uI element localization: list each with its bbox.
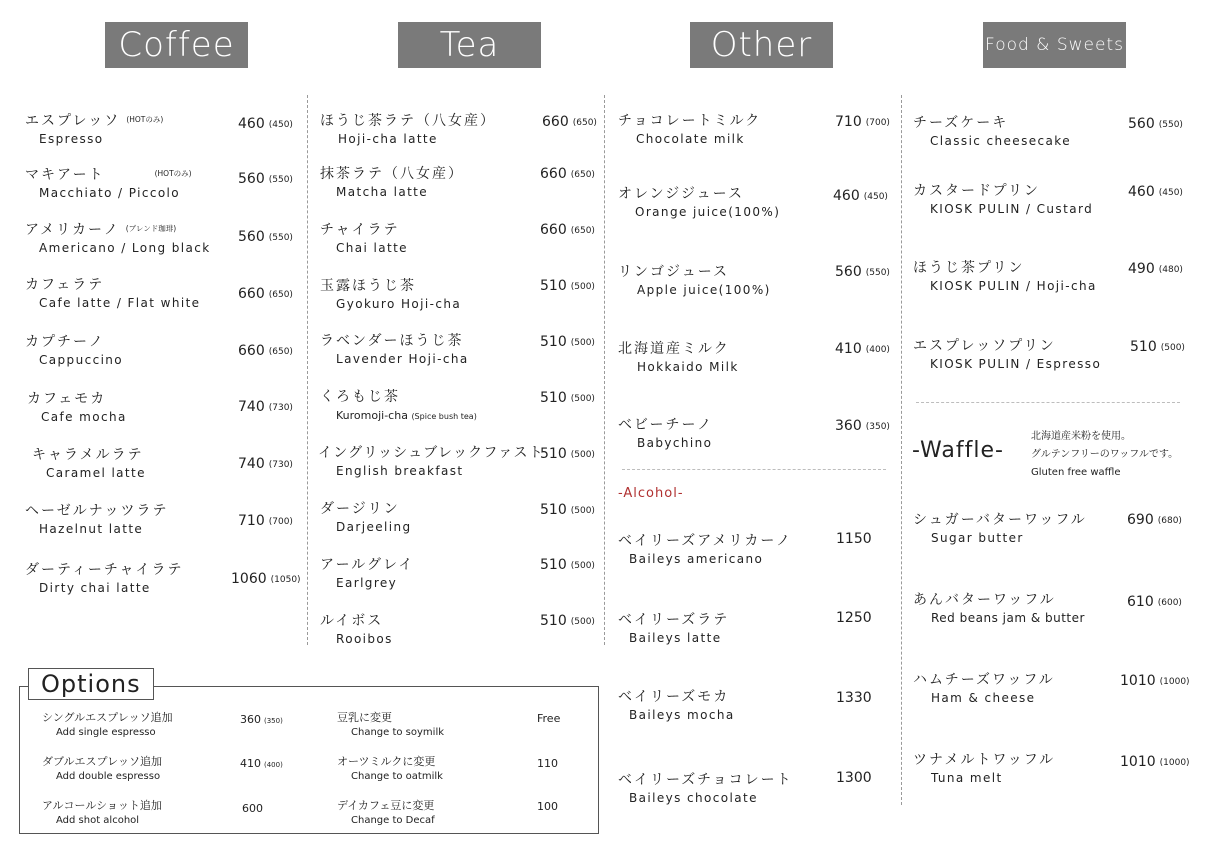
divider-waffle xyxy=(916,402,1180,403)
menu-item: ベイリーズラテ Baileys latte xyxy=(618,612,730,645)
menu-item: アメリカーノ $^{(ブレンド珈琲)}$ Americano / Long black xyxy=(25,222,211,255)
menu-item: ベビーチーノ Babychino xyxy=(618,417,714,450)
price: 510 (500) xyxy=(540,390,595,406)
price: 660 (650) xyxy=(238,286,293,302)
divider-other-food xyxy=(901,95,902,805)
price: 460 (450) xyxy=(1128,184,1183,200)
menu-item: あんバターワッフル Red beans jam & butter xyxy=(913,592,1085,625)
menu-item: ベイリーズチョコレート Baileys chocolate xyxy=(618,772,793,805)
option-item: ダブルエスプレッソ追加 Add double espresso xyxy=(42,755,163,782)
option-item: アルコールショット追加 Add shot alcohol xyxy=(42,799,162,826)
menu-item: ダージリン Darjeeling xyxy=(320,501,412,534)
menu-item: シュガーバターワッフル Sugar butter xyxy=(913,512,1087,545)
option-price: 100 xyxy=(537,800,558,813)
menu-item: 抹茶ラテ（八女産） Matcha latte xyxy=(320,166,464,199)
menu-item: ラベンダーほうじ茶 Lavender Hoji-cha xyxy=(320,333,469,366)
menu-item: カフェラテ Cafe latte / Flat white xyxy=(25,277,201,310)
price: 660 (650) xyxy=(542,114,597,130)
waffle-title: -Waffle- xyxy=(912,438,1004,463)
menu-item: アールグレイ Earlgrey xyxy=(320,557,415,590)
menu-item: ほうじ茶ラテ（八女産） Hoji-cha latte xyxy=(320,113,496,146)
header-tea: Tea xyxy=(398,22,541,68)
price: 1150 xyxy=(836,531,872,547)
price: 510 (500) xyxy=(540,446,595,462)
price: 1250 xyxy=(836,610,872,626)
price: 660 (650) xyxy=(238,343,293,359)
price: 740 (730) xyxy=(238,456,293,472)
price: 1330 xyxy=(836,690,872,706)
price: 510 (500) xyxy=(540,334,595,350)
price: 560 (550) xyxy=(238,229,293,245)
price: 660 (650) xyxy=(540,222,595,238)
option-price: 360 (350) xyxy=(240,713,283,726)
option-item: オーツミルクに変更 Change to oatmilk xyxy=(337,755,443,782)
header-food-sweets: Food & Sweets xyxy=(983,22,1126,68)
divider-coffee-tea xyxy=(307,95,308,645)
menu-item: 北海道産ミルク Hokkaido Milk xyxy=(618,341,739,374)
price: 1060 (1050) xyxy=(231,571,301,587)
price: 1010 (1000) xyxy=(1120,754,1190,770)
option-item: 豆乳に変更 Change to soymilk xyxy=(337,711,445,738)
option-price: Free xyxy=(537,712,561,725)
price: 490 (480) xyxy=(1128,261,1183,277)
price: 740 (730) xyxy=(238,399,293,415)
menu-item: ハムチーズワッフル Ham & cheese xyxy=(913,672,1055,705)
price: 690 (680) xyxy=(1127,512,1182,528)
header-other: Other xyxy=(690,22,833,68)
price: 660 (650) xyxy=(540,166,595,182)
price: 560 (550) xyxy=(1128,116,1183,132)
waffle-description: 北海道産米粉を使用。 グルテンフリーのワッフルです。 Gluten free waffle xyxy=(1031,431,1179,478)
menu-item: イングリッシュブレックファスト English breakfast xyxy=(318,445,544,478)
header-coffee: Coffee xyxy=(105,22,248,68)
price: 1300 xyxy=(836,770,872,786)
menu-item: ダーティーチャイラテ Dirty chai latte xyxy=(25,562,184,595)
price: 710 (700) xyxy=(238,513,293,529)
menu-item: エスプレッソ $^{(HOTのみ)}$ Espresso xyxy=(25,113,164,146)
price: 560 (550) xyxy=(835,264,890,280)
menu-item: ベイリーズモカ Baileys mocha xyxy=(618,689,735,722)
menu-item: カプチーノ Cappuccino xyxy=(25,334,124,367)
price: 560 (550) xyxy=(238,171,293,187)
menu-item: キャラメルラテ Caramel latte xyxy=(32,447,146,480)
menu-item: リンゴジュース Apple juice(100%) xyxy=(618,264,771,297)
alcohol-title: -Alcohol- xyxy=(618,486,684,501)
menu-item: ベイリーズアメリカーノ Baileys americano xyxy=(618,533,793,566)
option-item: デイカフェ豆に変更 Change to Decaf xyxy=(337,799,435,826)
option-item: シングルエスプレッソ追加 Add single espresso xyxy=(42,711,173,738)
menu-item: エスプレッソプリン KIOSK PULIN / Espresso xyxy=(913,338,1102,371)
menu-item: マキアート $^{(HOTのみ)}$ Macchiato / Piccolo xyxy=(25,167,192,200)
menu-item: ヘーゼルナッツラテ Hazelnut latte xyxy=(25,503,169,536)
menu-item: カスタードプリン KIOSK PULIN / Custard xyxy=(913,183,1094,216)
divider-tea-other xyxy=(604,95,605,645)
price: 710 (700) xyxy=(835,114,890,130)
options-title: Options xyxy=(28,668,154,700)
menu-item: ルイボス Rooibos xyxy=(320,613,393,646)
menu-item: チャイラテ Chai latte xyxy=(320,222,408,255)
price: 410 (400) xyxy=(835,341,890,357)
menu-item: カフェモカ Cafe mocha xyxy=(27,391,127,424)
option-price: 110 xyxy=(537,757,558,770)
option-price: 410 (400) xyxy=(240,757,283,770)
menu-item: チーズケーキ Classic cheesecake xyxy=(913,115,1071,148)
price: 510 (500) xyxy=(540,502,595,518)
menu-item: 玉露ほうじ茶 Gyokuro Hoji-cha xyxy=(320,278,462,311)
price: 510 (500) xyxy=(1130,339,1185,355)
menu-item: ほうじ茶プリン KIOSK PULIN / Hoji-cha xyxy=(913,260,1097,293)
price: 510 (500) xyxy=(540,613,595,629)
price: 610 (600) xyxy=(1127,594,1182,610)
menu-item: オレンジジュース Orange juice(100%) xyxy=(618,186,781,219)
menu-item: くろもじ茶 Kuromoji-cha (Spice bush tea) xyxy=(320,389,477,422)
menu-item: ツナメルトワッフル Tuna melt xyxy=(913,752,1056,785)
divider-alcohol xyxy=(622,469,886,470)
price: 460 (450) xyxy=(238,116,293,132)
price: 510 (500) xyxy=(540,557,595,573)
price: 360 (350) xyxy=(835,418,890,434)
price: 1010 (1000) xyxy=(1120,673,1190,689)
option-price: 600 xyxy=(242,802,263,815)
price: 510 (500) xyxy=(540,278,595,294)
price: 460 (450) xyxy=(833,188,888,204)
menu-item: チョコレートミルク Chocolate milk xyxy=(618,113,762,146)
